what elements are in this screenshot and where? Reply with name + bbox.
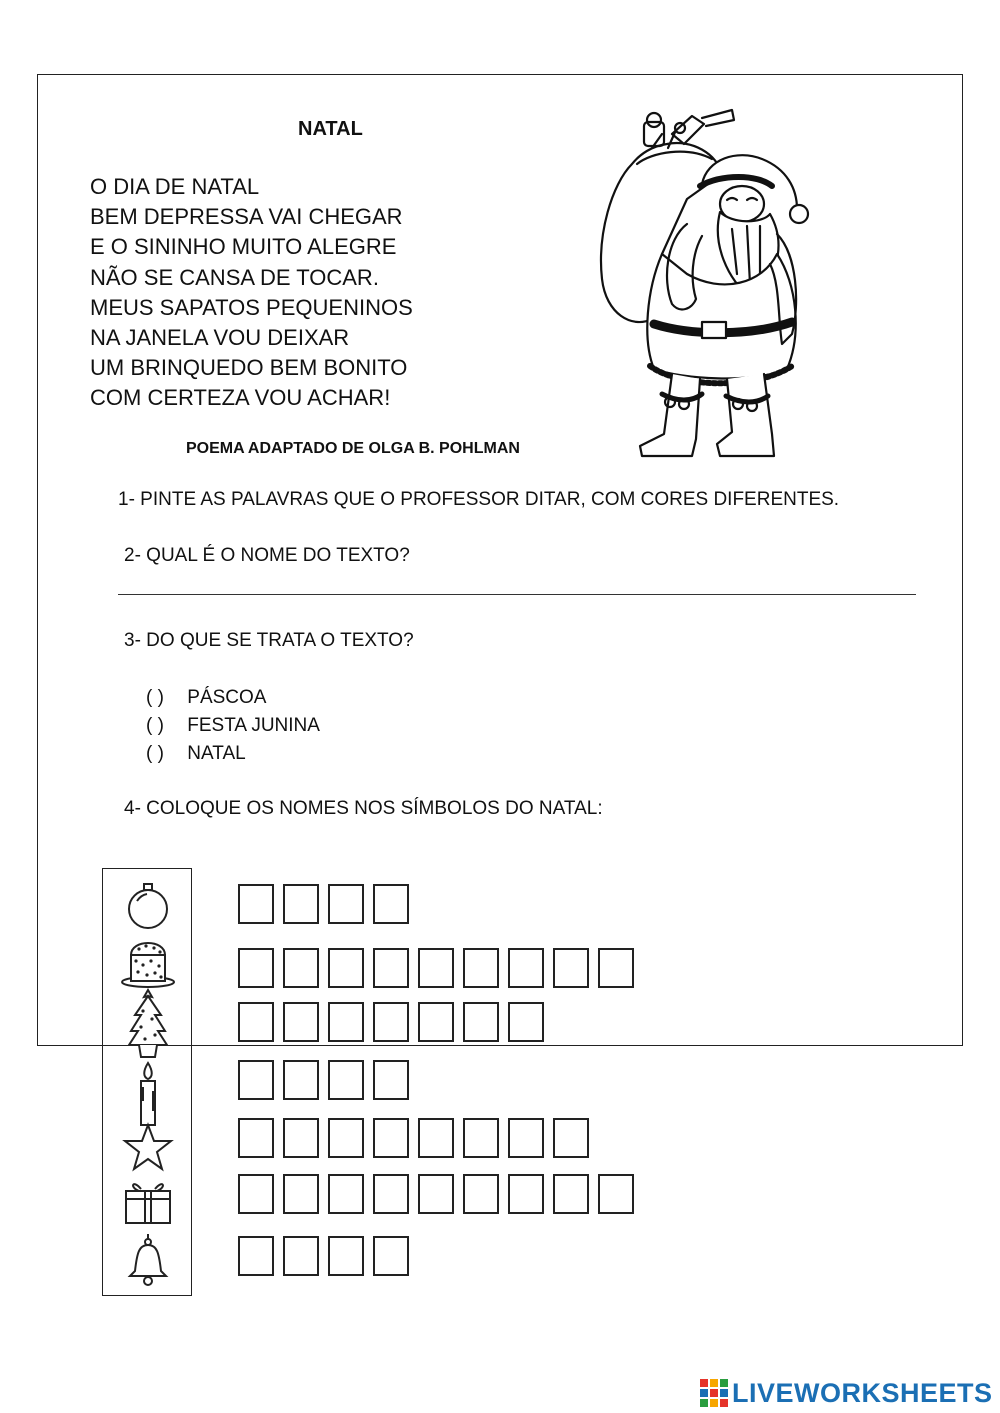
letter-box[interactable] [463, 1174, 499, 1214]
letter-box[interactable] [418, 1002, 454, 1042]
letter-box[interactable] [328, 1236, 364, 1276]
panettone-icon [121, 937, 175, 989]
letter-box[interactable] [373, 1060, 409, 1100]
letter-box[interactable] [418, 948, 454, 988]
letter-box[interactable] [418, 1118, 454, 1158]
letter-box[interactable] [463, 948, 499, 988]
question-2: 2- QUAL É O NOME DO TEXTO? [124, 545, 410, 566]
letter-box[interactable] [553, 1118, 589, 1158]
letter-box[interactable] [238, 1002, 274, 1042]
letter-box[interactable] [283, 1060, 319, 1100]
option-natal[interactable] [146, 740, 320, 768]
letter-box[interactable] [463, 1118, 499, 1158]
bell-icon [121, 1231, 175, 1287]
option-pascoa[interactable] [146, 684, 320, 712]
letter-box[interactable] [238, 1118, 274, 1158]
letter-box[interactable] [328, 1118, 364, 1158]
letter-box[interactable] [238, 1236, 274, 1276]
page-title: NATAL [298, 118, 363, 140]
letter-box[interactable] [508, 1118, 544, 1158]
poem-line: UM BRINQUEDO BEM BONITO [90, 355, 408, 381]
letter-box[interactable] [328, 1060, 364, 1100]
letter-box[interactable] [283, 1236, 319, 1276]
letter-box[interactable] [238, 884, 274, 924]
letter-box[interactable] [328, 1174, 364, 1214]
letter-box[interactable] [328, 948, 364, 988]
christmas-ball-icon [121, 881, 175, 933]
letter-box[interactable] [328, 884, 364, 924]
option-label: PÁSCOA [187, 687, 267, 708]
letter-box[interactable] [553, 1174, 589, 1214]
letter-box[interactable] [283, 1174, 319, 1214]
symbols-column [102, 868, 192, 1296]
letter-box[interactable] [373, 884, 409, 924]
santa-claus-illustration [592, 104, 817, 464]
option-label: FESTA JUNINA [187, 715, 320, 736]
letter-box[interactable] [283, 884, 319, 924]
checkbox-paren[interactable]: ( ) [146, 687, 164, 708]
question-3: 3- DO QUE SE TRATA O TEXTO? [124, 630, 414, 651]
letter-box[interactable] [598, 948, 634, 988]
poem-line: COM CERTEZA VOU ACHAR! [90, 385, 391, 411]
letter-box[interactable] [238, 948, 274, 988]
checkbox-paren[interactable]: ( ) [146, 715, 164, 736]
letter-box[interactable] [373, 1236, 409, 1276]
gift-icon [121, 1175, 175, 1227]
letter-box[interactable] [238, 1174, 274, 1214]
brand-name: LIVEWORKSHEETS [732, 1377, 993, 1408]
liveworksheets-logo-icon [700, 1379, 728, 1407]
question-4: 4- COLOQUE OS NOMES NOS SÍMBOLOS DO NATAL: [124, 798, 603, 819]
star-icon [121, 1121, 175, 1173]
poem-line: O DIA DE NATAL [90, 174, 260, 199]
letter-box[interactable] [283, 1118, 319, 1158]
checkbox-paren[interactable]: ( ) [146, 743, 164, 764]
poem-line: BEM DEPRESSA VAI CHEGAR [90, 204, 403, 230]
letter-box[interactable] [373, 948, 409, 988]
poem-line: E O SININHO MUITO ALEGRE [90, 234, 397, 260]
letter-box[interactable] [508, 1174, 544, 1214]
letter-box[interactable] [373, 1118, 409, 1158]
poem-line: NA JANELA VOU DEIXAR [90, 325, 350, 351]
poem-credit: POEMA ADAPTADO DE OLGA B. POHLMAN [186, 440, 520, 457]
letter-box[interactable] [508, 1002, 544, 1042]
poem [90, 172, 413, 414]
letter-box[interactable] [418, 1174, 454, 1214]
answer-line[interactable] [118, 594, 916, 595]
question-1: 1- PINTE AS PALAVRAS QUE O PROFESSOR DITAR, COM CORES DIFERENTES. [118, 489, 840, 510]
letter-box[interactable] [508, 948, 544, 988]
letter-box[interactable] [283, 1002, 319, 1042]
option-label: NATAL [187, 743, 246, 764]
letter-box[interactable] [373, 1002, 409, 1042]
christmas-tree-icon [121, 987, 175, 1059]
letter-box[interactable] [553, 948, 589, 988]
letter-box[interactable] [598, 1174, 634, 1214]
letter-box[interactable] [328, 1002, 364, 1042]
letter-box[interactable] [283, 948, 319, 988]
letter-box[interactable] [463, 1002, 499, 1042]
candle-icon [121, 1061, 175, 1127]
poem-line: MEUS SAPATOS PEQUENINOS [90, 294, 413, 320]
liveworksheets-logo [700, 1376, 993, 1410]
answer-options [146, 684, 320, 768]
option-festa-junina[interactable] [146, 712, 320, 740]
letter-box[interactable] [373, 1174, 409, 1214]
poem-line: NÃO SE CANSA DE TOCAR. [90, 264, 379, 290]
letter-box[interactable] [238, 1060, 274, 1100]
